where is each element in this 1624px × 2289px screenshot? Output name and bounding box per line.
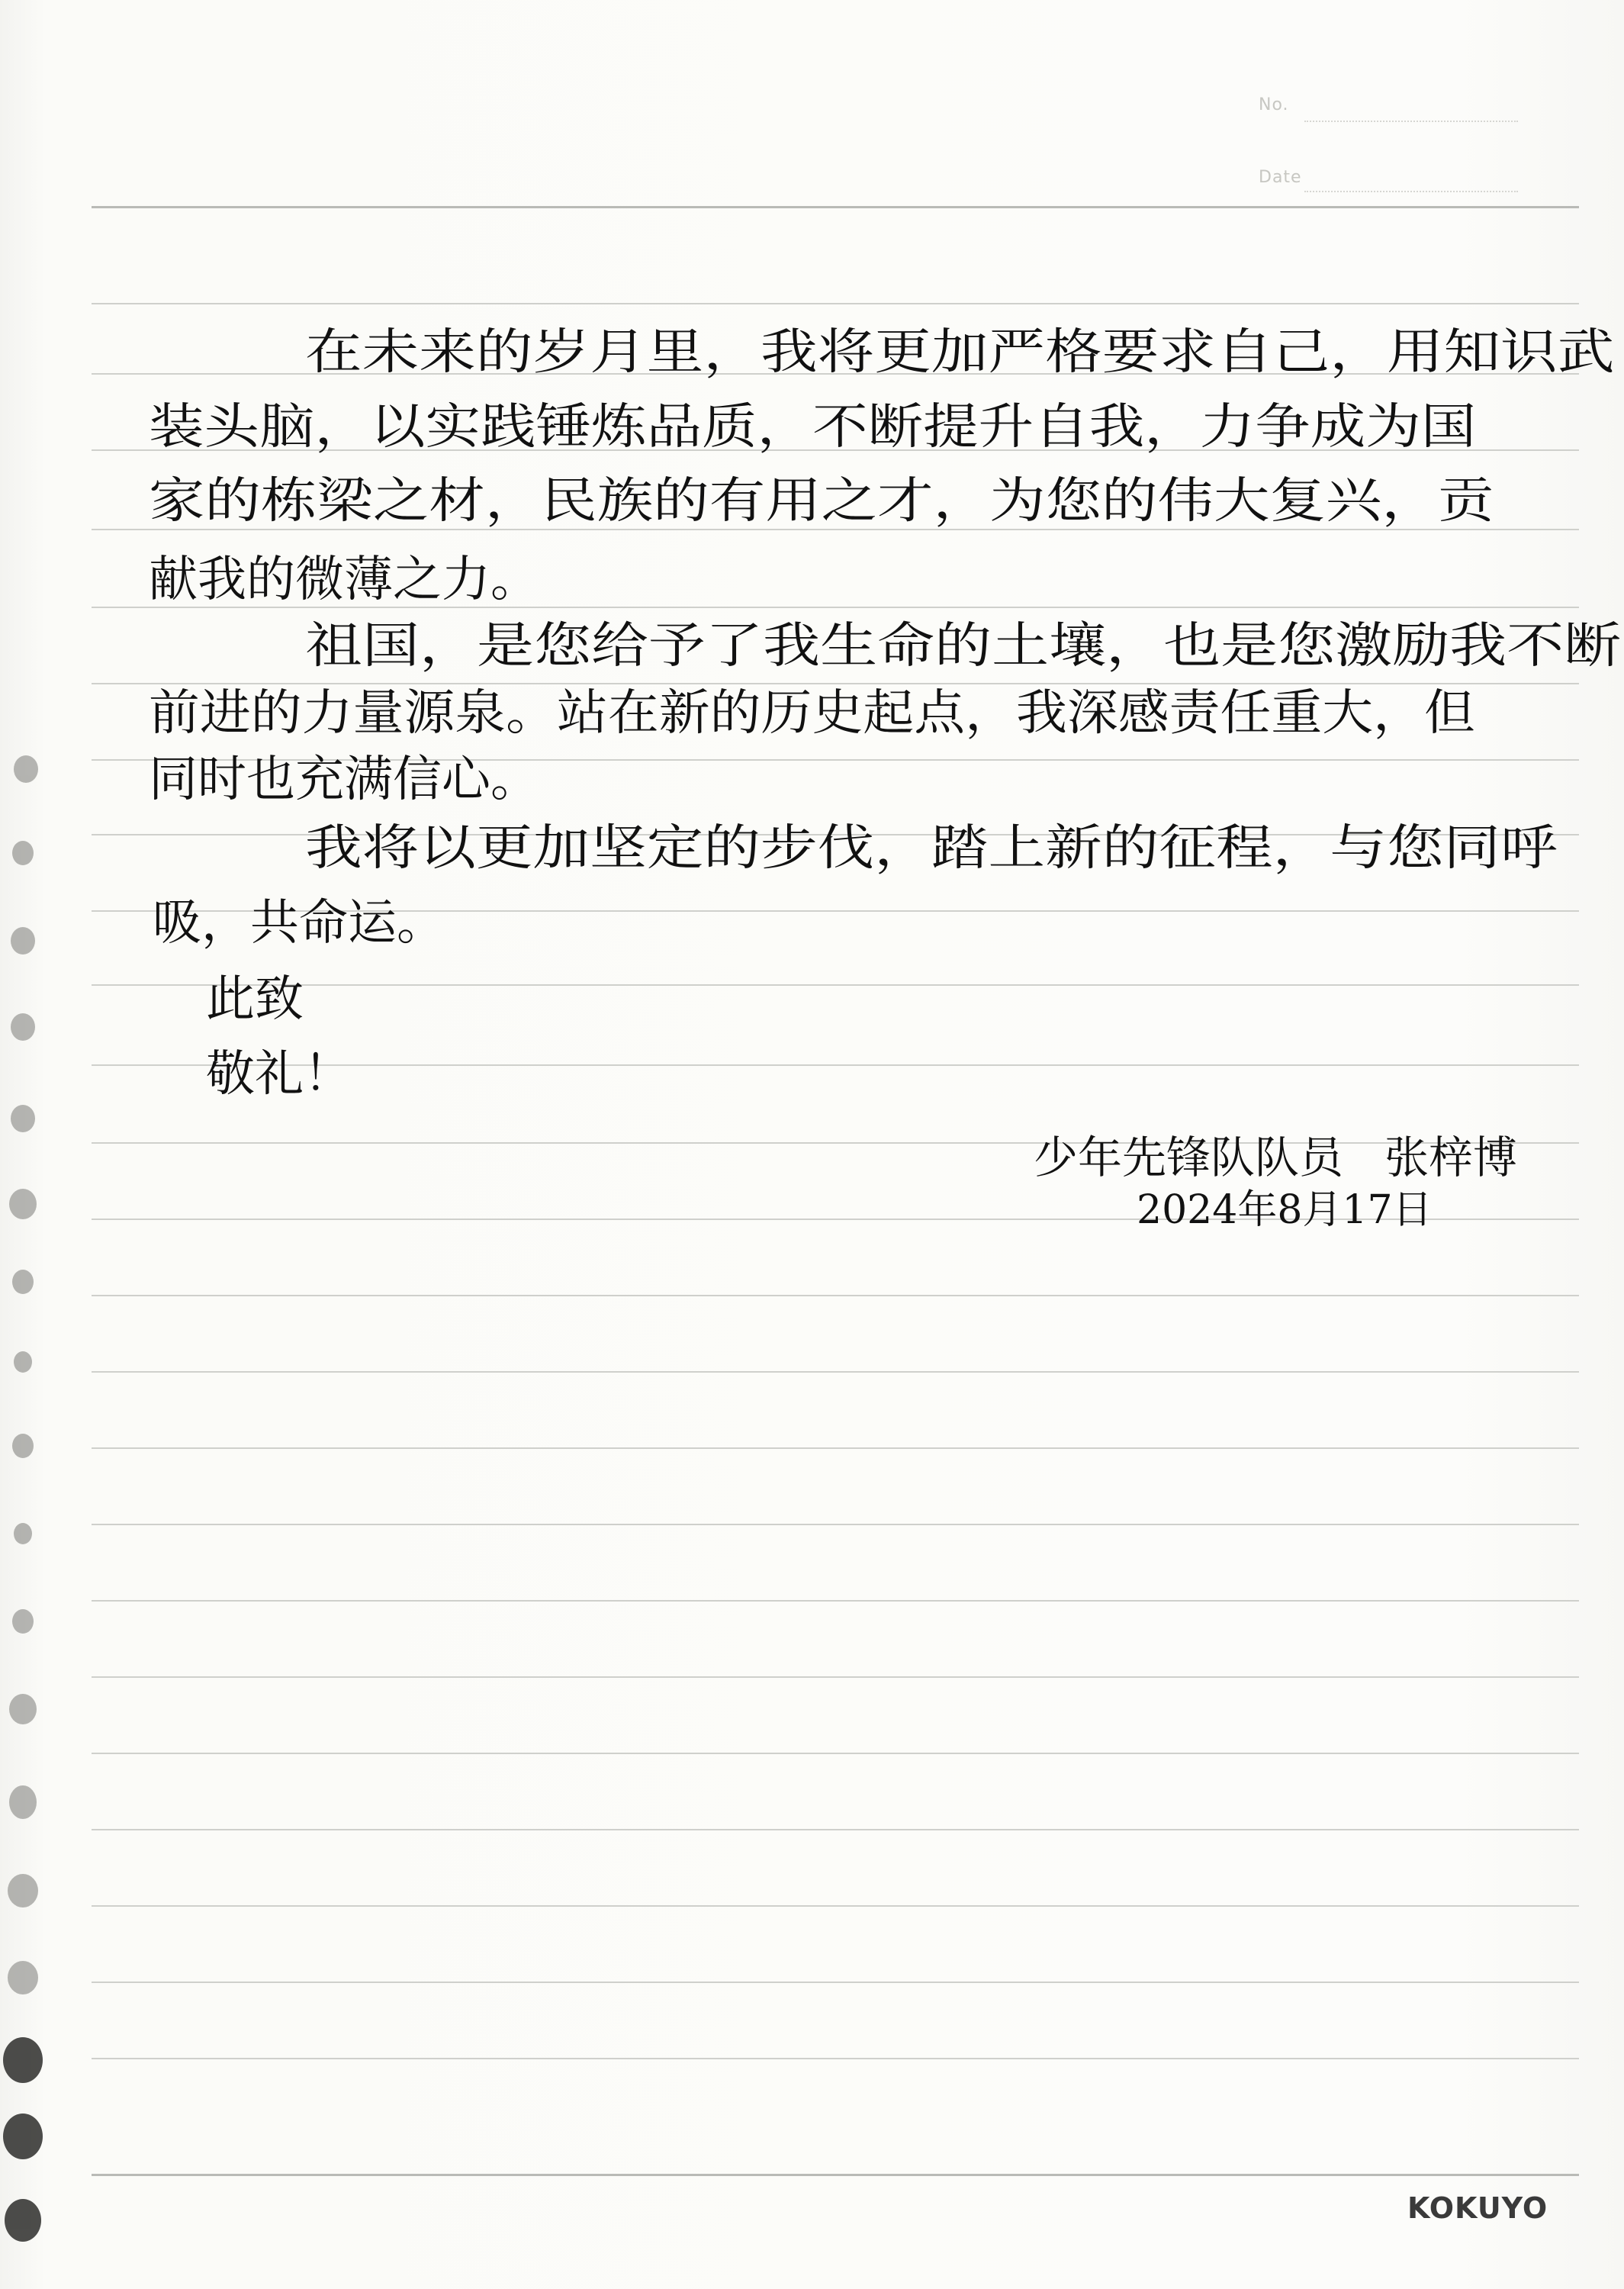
letter-line: 前进的力量源泉。站在新的历史起点，我深感责任重大，但 <box>149 685 1475 742</box>
letter-line: 我将以更加坚定的步伐，踏上新的征程，与您同呼 <box>305 820 1558 877</box>
bottom-margin-rule <box>92 2174 1579 2176</box>
ruled-line <box>92 1676 1579 1678</box>
letter-line: 祖国，是您给予了我生命的土壤，也是您激励我不断 <box>305 618 1622 674</box>
binder-holes <box>0 0 69 2289</box>
letter-line: 献我的微薄之力。 <box>149 552 539 608</box>
top-margin-rule <box>92 206 1579 208</box>
no-line <box>1304 121 1518 122</box>
ruled-line <box>92 1600 1579 1602</box>
ruled-line <box>92 984 1579 986</box>
letter-line: 家的栋梁之材，民族的有用之才，为您的伟大复兴，贡 <box>149 473 1494 530</box>
date-line <box>1304 191 1518 192</box>
signer-title: 少年先锋队队员 <box>1034 1132 1344 1183</box>
letter-line: 在未来的岁月里，我将更加严格要求自己，用知识武 <box>305 324 1615 381</box>
ruled-line <box>92 1371 1579 1373</box>
ruled-line <box>92 2058 1579 2059</box>
date-label: Date <box>1259 168 1302 187</box>
signer-name: 张梓博 <box>1384 1132 1518 1183</box>
brand-logo: KOKUYO <box>1407 2191 1548 2225</box>
letter-line: 同时也充满信心。 <box>149 752 539 808</box>
ruled-line <box>92 1829 1579 1830</box>
ruled-line <box>92 1447 1579 1449</box>
ruled-line <box>92 1142 1579 1144</box>
ruled-line <box>92 683 1579 684</box>
closing-line: 此致 <box>206 971 304 1028</box>
ruled-line <box>92 1982 1579 1983</box>
closing-salute: 敬礼！ <box>206 1046 352 1103</box>
ruled-line <box>92 1524 1579 1525</box>
no-label: No. <box>1259 95 1289 114</box>
signature-date: 2024年8月17日 <box>1137 1187 1433 1233</box>
letter-line: 吸，共命运。 <box>153 895 445 951</box>
ruled-line <box>92 1905 1579 1907</box>
ruled-line <box>92 303 1579 304</box>
ruled-line <box>92 1753 1579 1754</box>
ruled-line <box>92 1295 1579 1296</box>
letter-line: 装头脑，以实践锤炼品质，不断提升自我，力争成为国 <box>149 399 1477 456</box>
